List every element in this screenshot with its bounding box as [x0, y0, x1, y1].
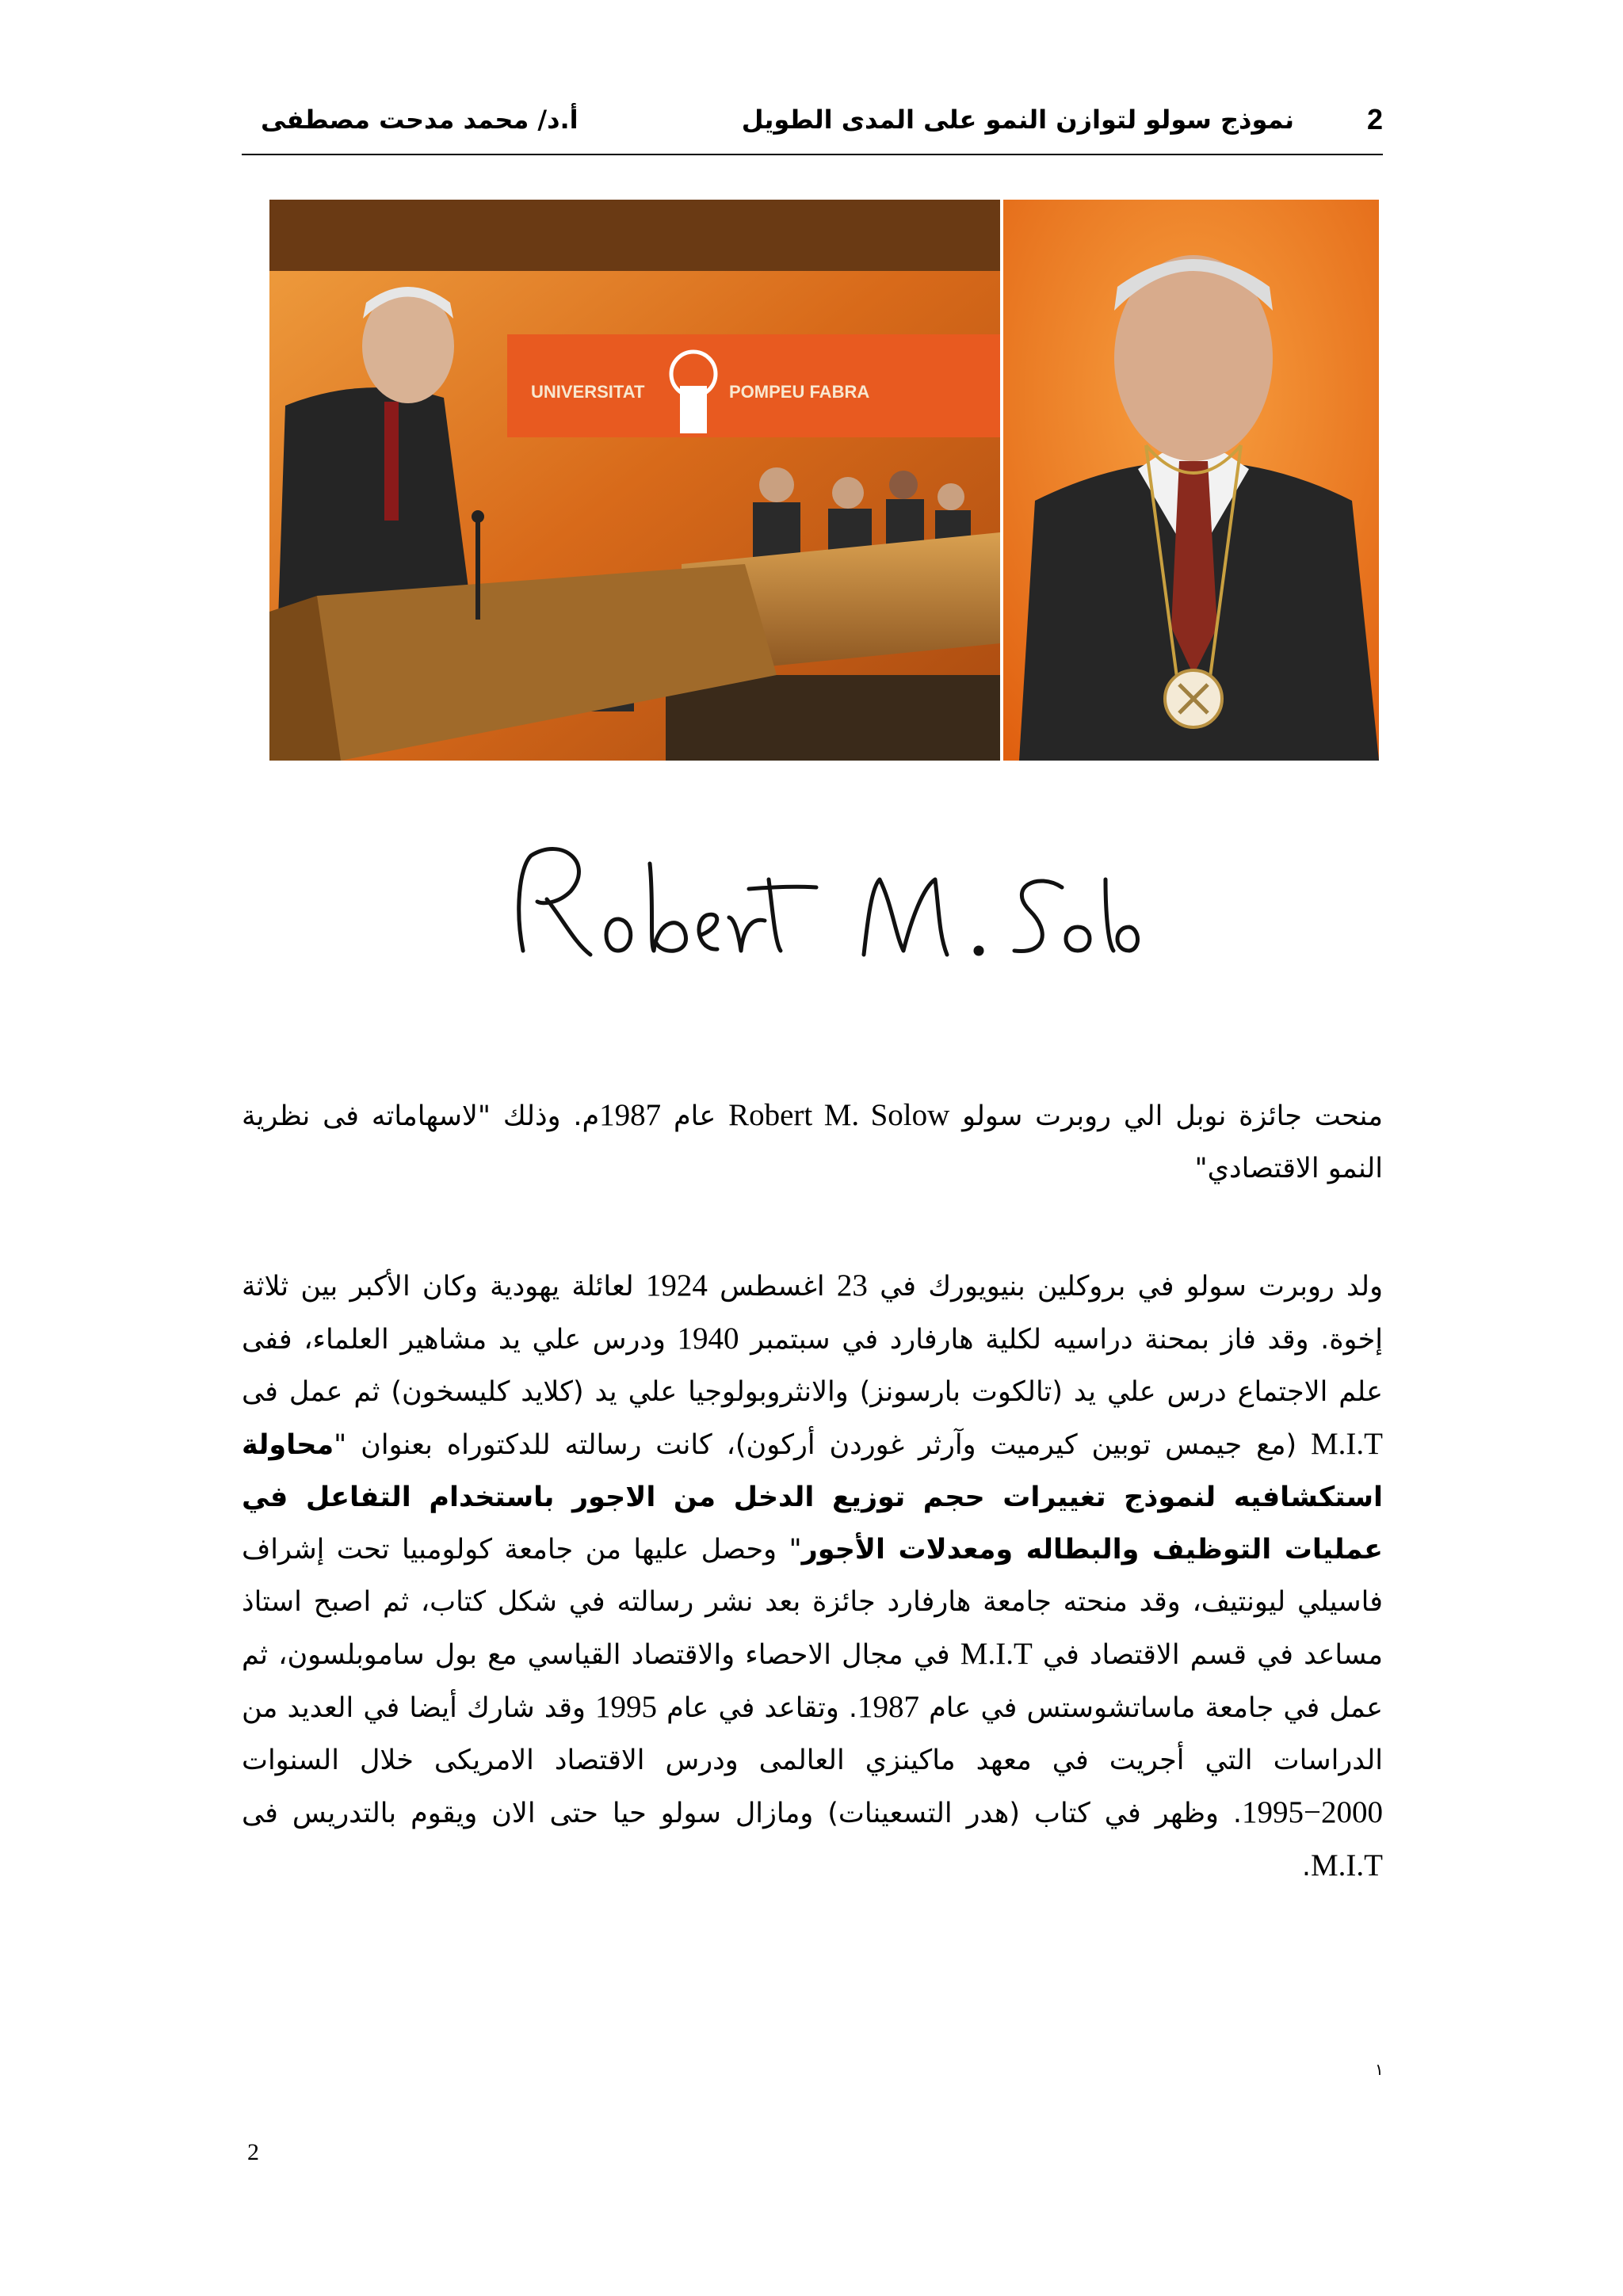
p2-text-7: في مجال الاحصاء والاقتصاد القياسي مع بول ساموبلسون، ثم عمل في جامعة ماساتشوستس في عام [242, 1639, 1383, 1724]
p1-year: 1987 [599, 1098, 662, 1132]
p1-text-3: م. وذلك "لاسهاماته فى نظرية النمو الاقتصادي" [242, 1100, 1383, 1184]
p2-num-5: 1995 [594, 1690, 657, 1724]
p2-mit-3: M.I.T [1311, 1848, 1383, 1882]
p2-mit-2: M.I.T [960, 1637, 1033, 1671]
paragraph-nobel [242, 1089, 1383, 1195]
p2-text-5: (مع جيمس توبين كيرميت وآرثر غوردن أركون)، كانت رسالته للدكتوراه بعنوان " [334, 1429, 1311, 1461]
p1-text-1: منحت جائزة نوبل الي روبرت سولو [949, 1100, 1383, 1132]
p2-num-2: 1924 [645, 1268, 708, 1302]
banner-text-right: POMPEU FABRA [729, 382, 870, 402]
p2-num-6: 1995−2000 [1242, 1795, 1383, 1829]
p2-text-2: اغسطس [707, 1271, 837, 1302]
portrait-photo [1003, 200, 1379, 761]
paragraph-biography [242, 1260, 1383, 1893]
p2-num-1: 23 [836, 1268, 868, 1302]
footnote-mark: ١ [1375, 2061, 1384, 2079]
footer-page-number: 2 [247, 2139, 259, 2165]
p2-text-1: ولد روبرت سولو في بروكلين بنيويورك في [867, 1271, 1383, 1302]
p2-num-3: 1940 [677, 1322, 739, 1356]
p2-text-6: " وحصل عليها من جامعة كولومبيا تحت إشراف فاسيلي ليونتيف، وقد منحته جامعة هارفارد جائزة بعد نشر رسالته في شكل كتاب، ثم اصبح استاذ مساعد في قسم الاقتصاد في [242, 1534, 1384, 1671]
lecture-photo [269, 200, 1000, 761]
banner-text-left: UNIVERSITAT [531, 382, 645, 402]
header-page-number: 2 [1366, 103, 1383, 135]
header-title: نموذج سولو لتوازن النمو على المدى الطويل [741, 105, 1294, 135]
lecture-photo-illustration [269, 200, 1000, 761]
p1-text-2: عام [661, 1100, 729, 1132]
p2-num-4: 1987 [857, 1690, 919, 1724]
p2-thesis-title: محاولة استكشافيه لنموذج تغييرات حجم توزيع الدخل من الاجور باستخدام التفاعل في عمليات التوظيف والبطاله ومعدلات الأجور [242, 1429, 1383, 1566]
page-header [242, 101, 1383, 155]
signature-handwriting [491, 832, 1141, 990]
header-author: أ.د/ محمد مدحت مصطفى [261, 105, 579, 135]
signature [491, 832, 1141, 990]
p2-text-9: وقد شارك أيضا في العديد من الدراسات التي أجريت في معهد ماكينزي العالمى ودرس الاقتصاد الامريكى خلال السنوات [242, 1692, 1383, 1776]
p2-text-10: . وظهر في كتاب (هدر التسعينات) ومازال سولو حيا حتى الان ويقوم بالتدريس فى [242, 1798, 1242, 1829]
p2-text-11: . [1301, 1851, 1311, 1882]
p2-text-3: لعائلة يهودية وكان الأكبر بين ثلاثة إخوة. وقد فاز بمحنة دراسيه لكلية هارفارد في سبتمبر [242, 1271, 1383, 1356]
p2-text-4: ودرس علي يد مشاهير العلماء، ففى علم الاجتماع درس علي يد (تالكوت بارسونز) والانثروبولوجيا علي يد (كلايد كليسخون) ثم عمل فى [242, 1324, 1383, 1408]
p2-mit-1: M.I.T [1311, 1427, 1383, 1461]
p1-latin-name: Robert M. Solow [728, 1098, 950, 1132]
portrait-photo-illustration [1003, 200, 1379, 761]
p2-text-8: . وتقاعد في عام [656, 1692, 857, 1724]
